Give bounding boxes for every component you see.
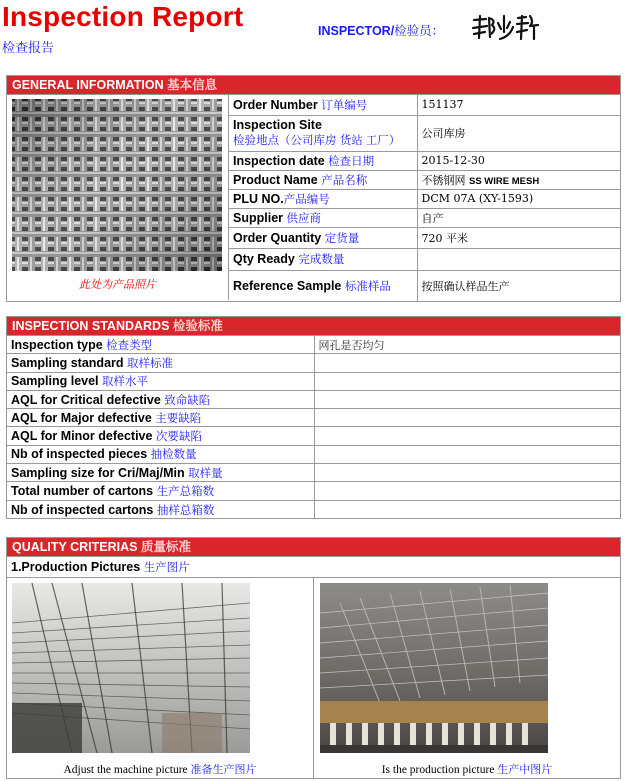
general-information-section: [6, 75, 621, 302]
quality-bar-cn: 质量标准: [140, 540, 191, 554]
table-row: [7, 500, 620, 518]
quality-criterias-section: [6, 537, 621, 779]
inspection-standards-bar: [7, 317, 620, 335]
table-row: [7, 372, 620, 390]
table-row: [229, 115, 620, 151]
caption-en: Is the production picture: [381, 764, 495, 776]
table-row: [7, 336, 620, 354]
picture-caption: [314, 761, 620, 777]
inspector-label-cn: 检验员：: [394, 24, 445, 38]
general-bar-cn: 基本信息: [167, 78, 218, 92]
table-row: [229, 151, 620, 170]
report-subtitle: 检查报告: [2, 40, 55, 55]
field-value: [314, 482, 620, 500]
product-photo-cell: [7, 95, 229, 300]
product-photo-caption: 此处为产品照片: [79, 279, 156, 291]
field-label-cn: 抽样总箱数: [156, 504, 215, 517]
field-value: [314, 390, 620, 408]
product-name-cn: 不锈钢网: [421, 173, 466, 187]
wire-mesh-photo: [12, 99, 222, 271]
field-label: PLU NO.: [233, 191, 284, 206]
table-row: [7, 354, 620, 372]
production-photo: [320, 583, 548, 753]
field-label-cn: 取样标准: [127, 357, 174, 370]
table-row: [229, 270, 620, 301]
inspector-label-en: INSPECTOR/: [318, 24, 395, 38]
table-row: [229, 189, 620, 208]
field-label-cn: 产品编号: [283, 193, 330, 206]
field-label: Nb of inspected pieces: [11, 447, 148, 462]
order-quantity-value: 720 平米: [417, 227, 620, 248]
standards-bar-en: INSPECTION STANDARDS: [12, 319, 170, 333]
field-label: Sampling level: [11, 374, 99, 389]
table-row: [229, 248, 620, 270]
quality-criterias-bar: [7, 538, 620, 556]
caption-cn: 准备生产图片: [190, 764, 257, 776]
table-row: [7, 427, 620, 445]
table-row: [7, 409, 620, 427]
field-value: [314, 409, 620, 427]
field-label: Total number of cartons: [11, 484, 154, 499]
field-label: Inspection Site: [233, 118, 322, 132]
caption-cn: 生产中图片: [497, 764, 553, 776]
field-value: [314, 427, 620, 445]
product-name-value: [417, 170, 620, 189]
table-row: [7, 482, 620, 500]
field-label: Qty Ready: [233, 252, 295, 266]
field-value: [314, 464, 620, 482]
field-label: Order Number: [233, 97, 318, 112]
field-label: Sampling standard: [11, 355, 124, 370]
table-row: [229, 170, 620, 189]
field-label-cn: 定货量: [324, 232, 360, 245]
field-value: [314, 372, 620, 390]
report-title: Inspection Report: [2, 1, 244, 32]
inspection-site-value: 公司库房: [417, 115, 620, 151]
field-label-cn: 抽检数量: [150, 449, 197, 462]
field-label: AQL for Critical defective: [11, 392, 161, 407]
general-bar-en: GENERAL INFORMATION: [12, 78, 164, 92]
inspector-label: [318, 21, 444, 39]
field-value: [314, 354, 620, 372]
table-row: [7, 390, 620, 408]
standards-bar-cn: 检验标准: [172, 319, 223, 333]
production-pictures-heading: [7, 556, 620, 577]
field-value: 网孔是否均匀: [314, 336, 620, 354]
table-row: [229, 95, 620, 115]
inspection-standards-section: [6, 316, 621, 519]
quality-bar-en: QUALITY CRITERIAS: [12, 540, 138, 554]
field-label-cn: 取样水平: [102, 376, 149, 389]
field-label: Supplier: [233, 210, 284, 225]
picture-cell: [313, 578, 620, 779]
field-label-cn: 检验地点（公司库房 货站 工厂）: [233, 135, 401, 147]
field-label-cn: 主要缺陷: [155, 412, 202, 425]
field-label: Nb of inspected cartons: [11, 502, 154, 517]
standards-table: [7, 335, 620, 518]
field-label-cn: 次要缺陷: [155, 431, 202, 444]
field-value: [314, 500, 620, 518]
field-label: Inspection date: [233, 153, 325, 168]
caption-en: Adjust the machine picture: [63, 764, 188, 776]
field-label-cn: 标准样品: [344, 280, 391, 293]
production-pictures-cn: 生产图片: [143, 562, 190, 574]
field-label: AQL for Minor defective: [11, 429, 153, 444]
field-label: AQL for Major defective: [11, 410, 152, 425]
table-row: [7, 464, 620, 482]
field-label: Sampling size for Cri/Maj/Min: [11, 465, 185, 480]
field-label-cn: 检查日期: [328, 155, 375, 168]
plu-value: DCM 07A (XY-1593): [417, 189, 620, 208]
field-value: [314, 445, 620, 463]
machine-adjust-photo: [12, 583, 250, 753]
field-label-cn: 订单编号: [321, 99, 368, 112]
qty-ready-value: [417, 248, 620, 270]
field-label-cn: 检查类型: [106, 339, 153, 352]
field-label: Order Quantity: [233, 230, 322, 245]
field-label-cn: 完成数量: [298, 254, 345, 266]
general-info-table: [229, 95, 620, 301]
field-label-cn: 生产总箱数: [156, 486, 215, 499]
picture-cell: [7, 578, 313, 779]
field-label-cn: 取样量: [188, 467, 223, 480]
table-row: [229, 227, 620, 248]
field-label: Inspection type: [11, 337, 103, 352]
order-number-value: 151137: [417, 95, 620, 115]
field-label-cn: 致命缺陷: [164, 394, 211, 407]
reference-sample-value: 按照确认样品生产: [421, 279, 510, 293]
supplier-value: 自产: [417, 208, 620, 227]
table-row: [7, 445, 620, 463]
product-name-en: SS WIRE MESH: [469, 175, 540, 187]
table-row: [229, 208, 620, 227]
field-label: Reference Sample: [233, 278, 342, 293]
field-label-cn: 产品名称: [321, 174, 368, 187]
field-label-cn: 供应商: [286, 212, 321, 225]
general-information-bar: [7, 76, 620, 94]
inspection-date-value: 2015-12-30: [417, 151, 620, 170]
inspector-signature: [470, 12, 540, 42]
production-pictures-en: 1.Production Pictures: [11, 560, 141, 574]
picture-caption: [7, 761, 313, 777]
field-label: Product Name: [233, 172, 318, 187]
